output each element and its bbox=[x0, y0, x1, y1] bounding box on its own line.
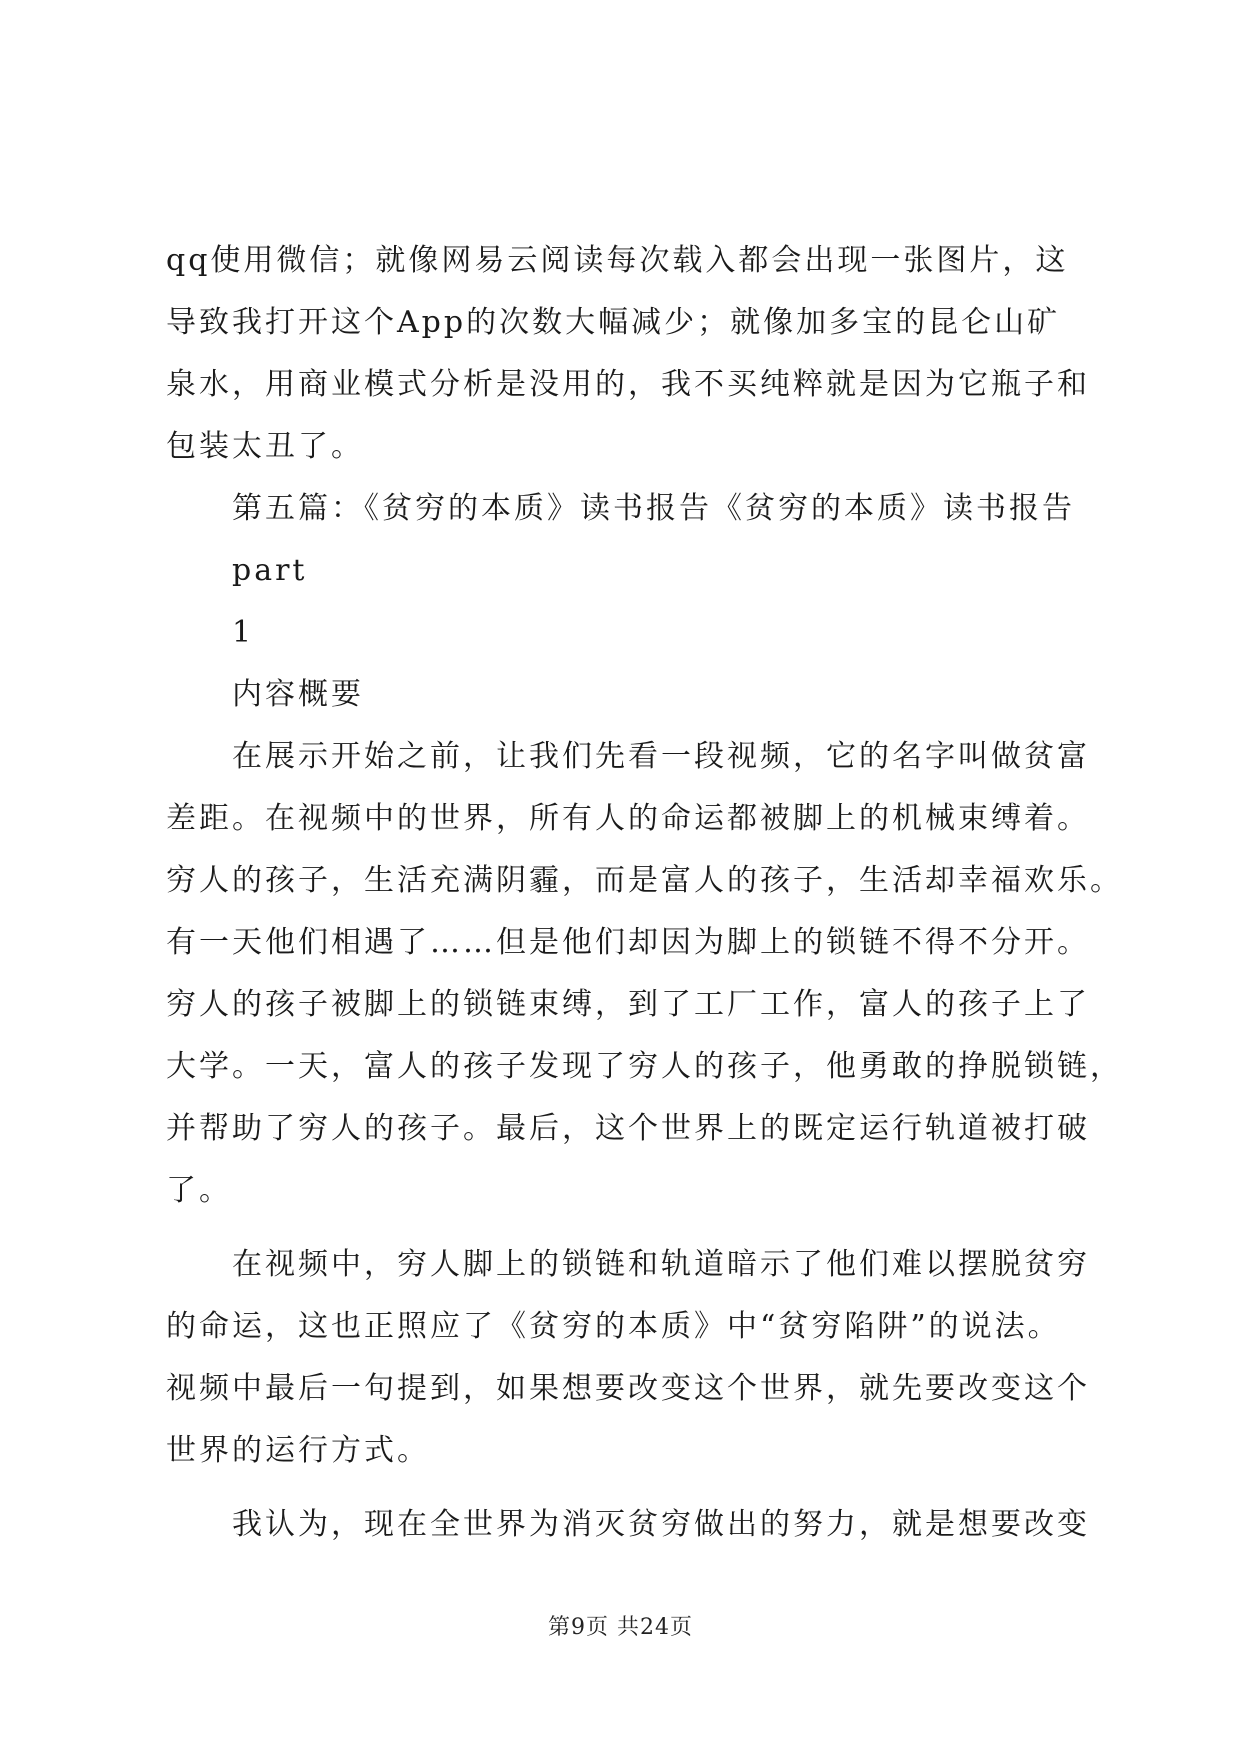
text-line: qq使用微信；就像网易云阅读每次载入都会出现一张图片，这 bbox=[166, 243, 1069, 278]
text-line: 第五篇：《贫穷的本质》读书报告《贫穷的本质》读书报告 bbox=[232, 491, 1075, 526]
paragraph-summary-heading bbox=[166, 664, 1082, 726]
paragraph-opinion bbox=[166, 1494, 1090, 1556]
page-footer: 第9页 共24页 bbox=[548, 1615, 693, 1640]
text-line: 视频中最后一句提到，如果想要改变这个世界，就先要改变这个 bbox=[166, 1371, 1090, 1406]
paragraph-gap bbox=[166, 1482, 1082, 1494]
paragraph-part bbox=[166, 540, 1082, 602]
text-line: part bbox=[232, 553, 308, 588]
paragraph-prev-continued bbox=[166, 230, 1090, 478]
text-line: 了。 bbox=[166, 1173, 232, 1208]
text-line: 我认为，现在全世界为消灭贫穷做出的努力，就是想要改变 bbox=[232, 1507, 1090, 1542]
text-line: 包装太丑了。 bbox=[166, 429, 364, 464]
paragraph-video-meaning bbox=[166, 1234, 1090, 1482]
text-line: 并帮助了穷人的孩子。最后，这个世界上的既定运行轨道被打破 bbox=[166, 1111, 1090, 1146]
text-line: 泉水，用商业模式分析是没用的，我不买纯粹就是因为它瓶子和 bbox=[166, 367, 1090, 402]
text-line: 差距。在视频中的世界，所有人的命运都被脚上的机械束缚着。 bbox=[166, 801, 1090, 836]
text-line: 世界的运行方式。 bbox=[166, 1433, 430, 1468]
text-line: 在展示开始之前，让我们先看一段视频，它的名字叫做贫富 bbox=[232, 739, 1090, 774]
text-line: 的命运，这也正照应了《贫穷的本质》中“贫穷陷阱”的说法。 bbox=[166, 1309, 1061, 1344]
paragraph-section-title bbox=[166, 478, 1082, 540]
text-line: 内容概要 bbox=[232, 677, 364, 712]
paragraph-video-story bbox=[166, 726, 1123, 1222]
text-line: 在视频中，穷人脚上的锁链和轨道暗示了他们难以摆脱贫穷 bbox=[232, 1247, 1090, 1282]
text-line: 1 bbox=[232, 615, 255, 650]
text-line: 大学。一天，富人的孩子发现了穷人的孩子，他勇敢的挣脱锁链， bbox=[166, 1049, 1123, 1084]
text-line: 有一天他们相遇了……但是他们却因为脚上的锁链不得不分开。 bbox=[166, 925, 1090, 960]
paragraph-part-number bbox=[166, 602, 1082, 664]
text-line: 穷人的孩子被脚上的锁链束缚，到了工厂工作，富人的孩子上了 bbox=[166, 987, 1090, 1022]
paragraph-gap bbox=[166, 1222, 1082, 1234]
text-line: 穷人的孩子，生活充满阴霾，而是富人的孩子，生活却幸福欢乐。 bbox=[166, 863, 1123, 898]
text-line: 导致我打开这个App的次数大幅减少；就像加多宝的昆仑山矿 bbox=[166, 305, 1061, 340]
document-body bbox=[166, 230, 1123, 1556]
